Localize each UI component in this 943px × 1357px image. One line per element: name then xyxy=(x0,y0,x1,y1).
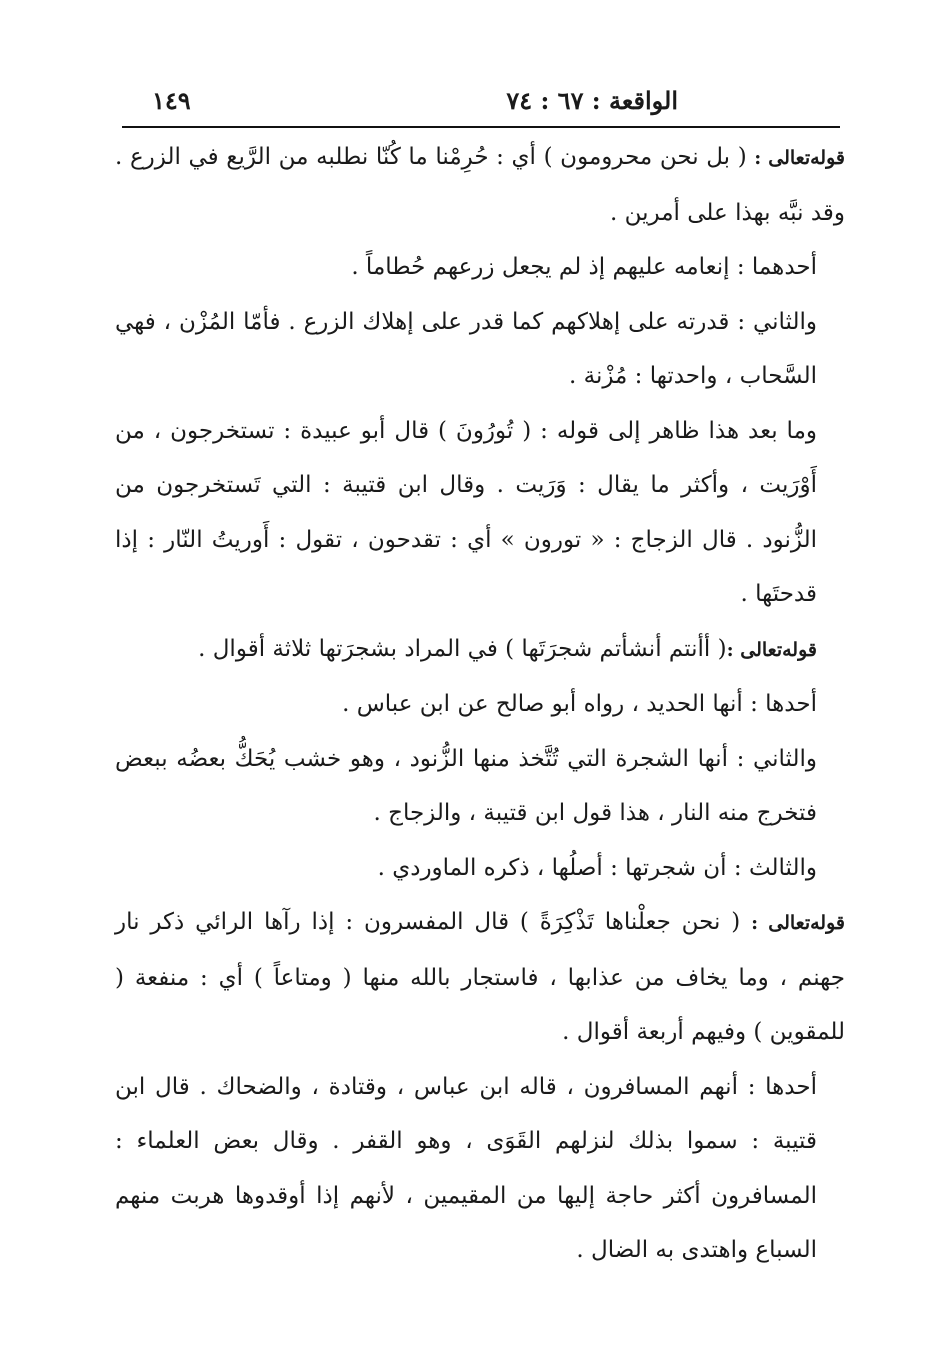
paragraph xyxy=(115,130,845,240)
paragraph xyxy=(115,732,845,841)
paragraph xyxy=(115,240,845,295)
paragraph-text: ( نحن جعلْناها تَذْكِرَةً ) قال المفسرون : إذا رآها الرائي ذكر نار جهنم ، وما يخاف من عذابها ، فاستجار بالله منها ( ومتاعاً ) أي : منفعة ( للمقوين ) وفيهم أربعة أقوال . xyxy=(115,909,845,1045)
paragraph xyxy=(115,841,845,896)
paragraph xyxy=(115,404,845,622)
running-head: الواقعة : ٦٧ : ٧٤ xyxy=(506,86,678,115)
paragraph xyxy=(115,295,845,404)
verse-lead: قوله‌تعالى : xyxy=(726,638,817,661)
paragraph-text: والثاني : أنها الشجرة التي تُتَّخذ منها الزُّنود ، وهو خشب يُحَكُّ بعضُه ببعض فتخرج منه النار ، هذا قول ابن قتيبة ، والزجاج . xyxy=(115,745,817,826)
verse-lead: قوله‌تعالى : xyxy=(754,147,845,169)
paragraph-text: ( أأنتم أنشأتم شجرَتَها ) في المراد بشجرَتها ثلاثة أقوال . xyxy=(198,635,727,662)
body-text xyxy=(115,130,845,1278)
paragraph xyxy=(115,1060,845,1278)
paragraph-text: أحدهما : إنعامه عليهم إذ لم يجعل زرعهم حُطاماً . xyxy=(351,254,817,280)
paragraph-text: والثالث : أن شجرتها : أصلُها ، ذكره الماوردي . xyxy=(377,854,817,881)
paragraph-text: وما بعد هذا ظاهر إلى قوله : ( تُورُونَ ) قال أبو عبيدة : تستخرجون ، من أَوْرَيت ، وأكثر ما يقال : وَرَيت . وقال ابن قتيبة : التي تَستخرجون من الزُّنود . قال الزجاج : « تورون » أي : تقدحون ، تقول : أَوريتُ النّار : إذا قدحتَها . xyxy=(115,417,817,607)
paragraph-text: ( بل نحن محرومون ) أي : حُرِمْنا ما كُنّا نطلبه من الرَّيع في الزرع . وقد نبَّه بهذا على أمرين . xyxy=(115,144,845,226)
paragraph-text: أحدها : أنها الحديد ، رواه أبو صالح عن ابن عباس . xyxy=(342,691,817,717)
paragraph xyxy=(115,677,845,732)
paragraph xyxy=(115,622,845,678)
page-header xyxy=(120,82,838,122)
paragraph-text: أحدها : أنهم المسافرون ، قاله ابن عباس ، وقتادة ، والضحاك . قال ابن قتيبة : سموا بذلك لنزلهم القَوَى ، وهو القفر . وقال بعض العلماء : المسافرون أكثر حاجة إليها من المقيمين ، لأنهم إذا أوقدوها هربت منهم السباع واهتدى به الضال . xyxy=(115,1073,817,1263)
page-number: ١٤٩ xyxy=(152,86,191,115)
paragraph-text: والثاني : قدرته على إهلاكهم كما قدر على إهلاك الزرع . فأمّا المُزْن ، فهي السَّحاب ، واحدتها : مُزْنة . xyxy=(115,308,817,389)
header-rule xyxy=(122,126,840,128)
verse-lead: قوله‌تعالى : xyxy=(751,912,845,934)
paragraph xyxy=(115,895,845,1060)
